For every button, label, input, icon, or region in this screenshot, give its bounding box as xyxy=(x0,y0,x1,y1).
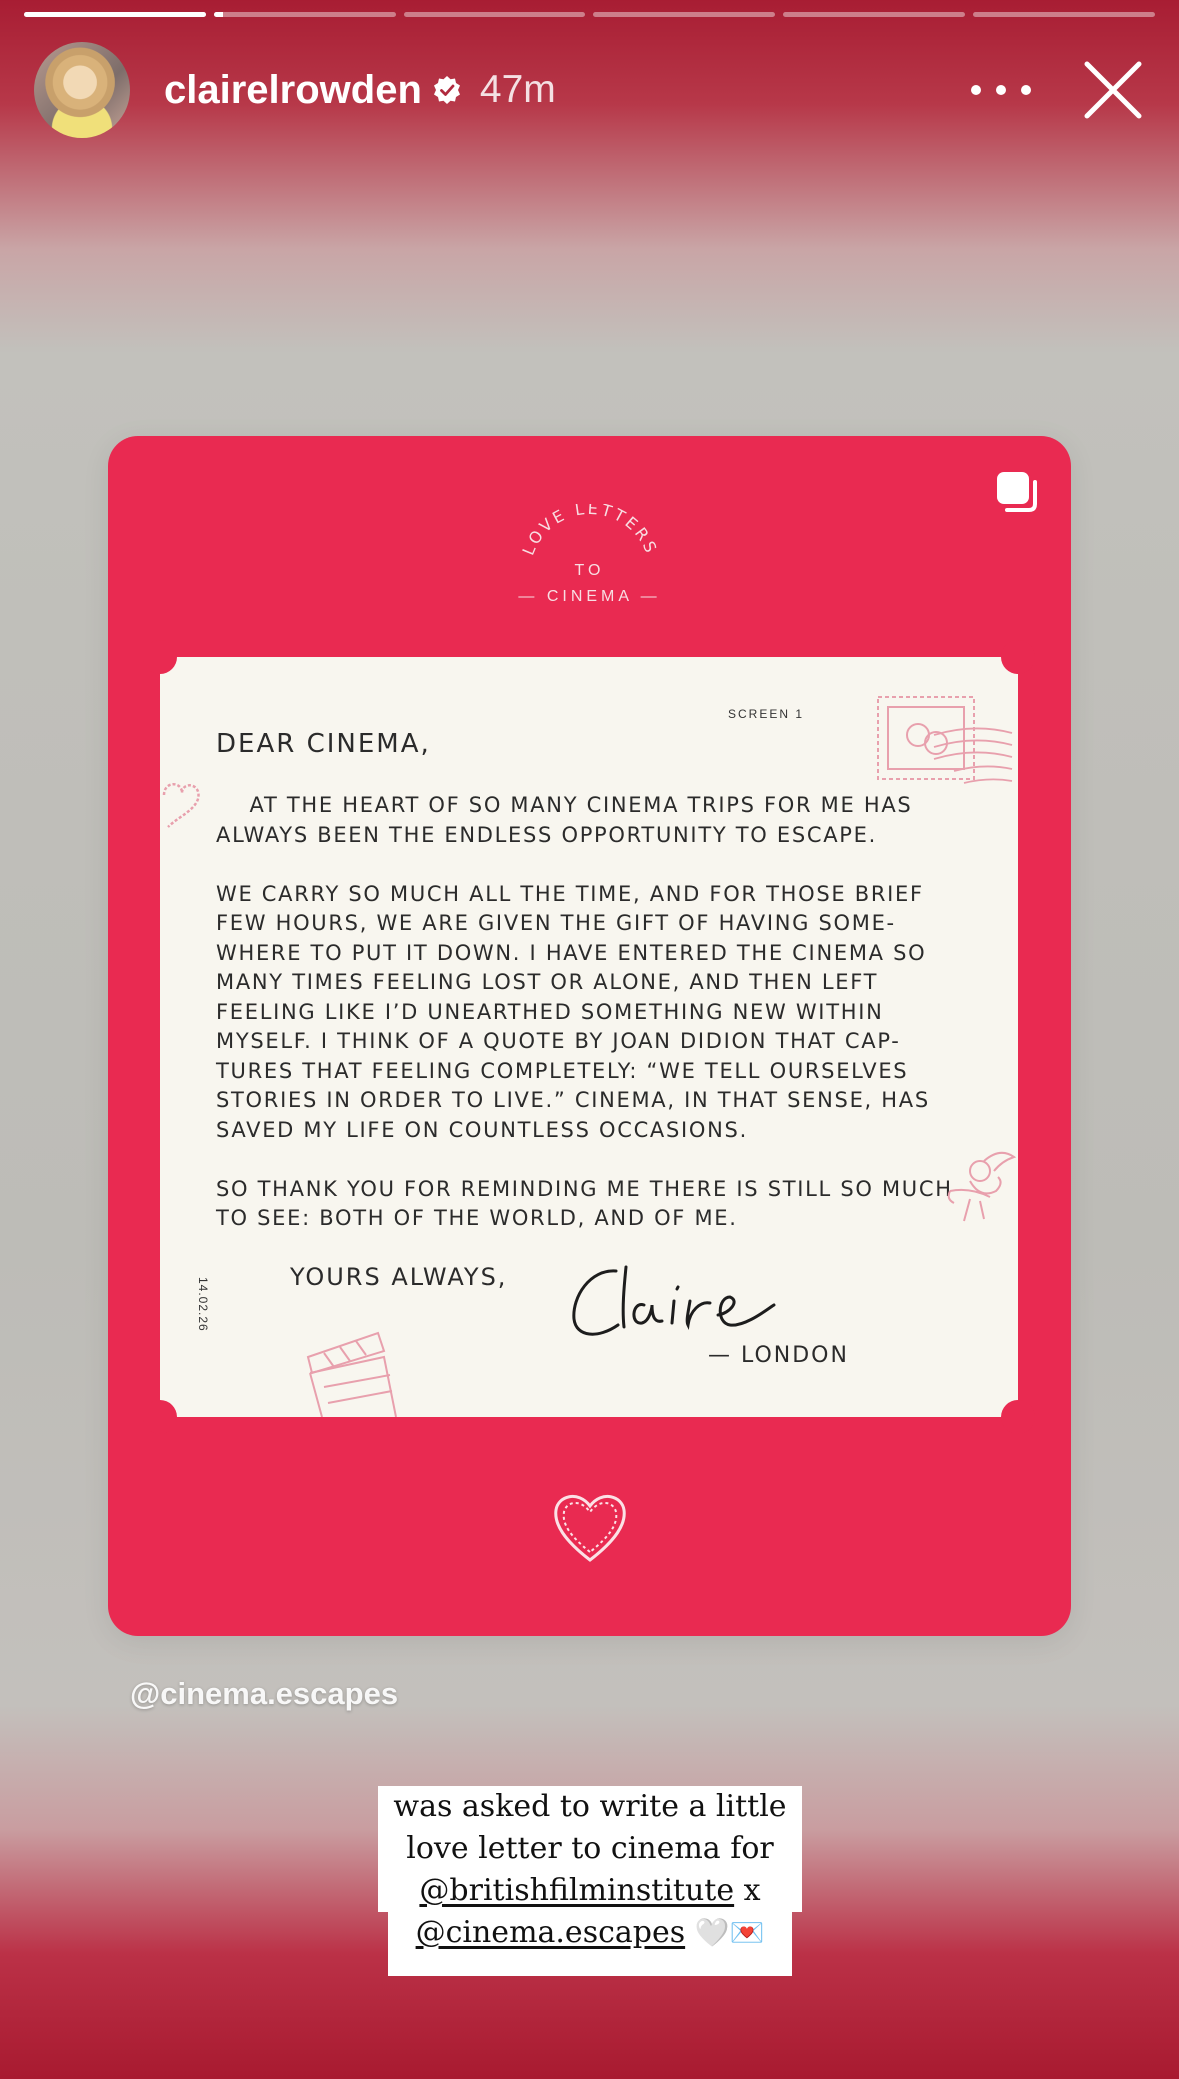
more-options-icon[interactable] xyxy=(971,70,1031,110)
logo-top-text: LOVE LETTERS xyxy=(518,504,661,558)
caption-line-3: @britishfilminstitute x xyxy=(419,1873,761,1908)
mention-link-cinema-escapes[interactable]: @cinema.escapes xyxy=(415,1915,686,1950)
progress-segment xyxy=(973,12,1155,17)
progress-segment xyxy=(24,12,206,17)
post-time: 47m xyxy=(479,68,556,111)
shared-post-card[interactable] xyxy=(108,436,1071,1636)
progress-segment xyxy=(783,12,965,17)
heart-letter-emoji: 🤍💌 xyxy=(694,1916,765,1949)
signature xyxy=(570,1257,830,1347)
mention-sticker[interactable]: @cinema.escapes xyxy=(130,1676,399,1711)
caption-line-2: love letter to cinema for xyxy=(406,1831,774,1866)
heart-icon xyxy=(550,1488,630,1564)
progress-segment xyxy=(593,12,775,17)
username[interactable]: clairelrowden xyxy=(164,67,422,112)
close-icon[interactable] xyxy=(1081,58,1145,122)
mention-link-bfi[interactable]: @britishfilminstitute xyxy=(419,1873,735,1908)
logo-to-text: TO xyxy=(574,562,605,579)
heart-outline-icon xyxy=(160,775,206,831)
caption-line-4 xyxy=(378,1912,802,1954)
verified-badge-icon xyxy=(432,75,462,105)
avatar[interactable] xyxy=(34,42,130,138)
screen-label: SCREEN 1 xyxy=(728,707,805,721)
cupid-icon xyxy=(940,1147,1018,1227)
letter-paragraph-1: AT THE HEART OF SO MANY CINEMA TRIPS FOR ME HAS ALWAYS BEEN THE ENDLESS OPPORTUNITY TO ESCAPE. xyxy=(216,793,913,847)
logo-cinema-text: — CINEMA — xyxy=(518,588,661,605)
letter-date: 14.02.26 xyxy=(196,1277,210,1332)
svg-text:LOVE LETTERS xyxy=(518,504,661,558)
letter-paragraph-3: SO THANK YOU FOR REMINDING ME THERE IS STILL SO MUCH TO SEE: BOTH OF THE WORLD, AND OF ME. xyxy=(216,1176,953,1230)
caption-line-1: was asked to write a little xyxy=(393,1789,787,1824)
caption-text-box xyxy=(378,1786,802,1954)
stamp-icon xyxy=(874,693,1014,803)
letter-paragraph-2: WE CARRY SO MUCH ALL THE TIME, AND FOR THOSE BRIEF FEW HOURS, WE ARE GIVEN THE GIFT OF HAVING SOME- WHERE TO PUT IT DOWN. I HAVE ENTERED THE CINEMA SO MANY TIMES FEELING LOST OR ALONE, AND THEN LEFT FEELING LIKE I’D UNEARTHED SOMETHING NEW WITHIN MYSELF. I THINK OF A QUOTE BY JOAN DIDION THAT CAP- TURES THAT FEELING COMPLETELY: “WE TELL OURSELVES STORIES IN ORDER TO LIVE.” CINEMA, IN THAT SENSE, HAS SAVED MY LIFE ON COUNTLESS OCCASIONS. xyxy=(216,881,930,1142)
letter-place: — LONDON xyxy=(708,1343,849,1368)
letter-closing: YOURS ALWAYS, xyxy=(290,1263,508,1291)
progress-segment xyxy=(404,12,586,17)
letter xyxy=(160,657,1018,1417)
letter-body xyxy=(216,791,956,1263)
progress-segment-active xyxy=(214,12,396,17)
story-progress-bar xyxy=(24,12,1155,17)
multiple-posts-icon xyxy=(993,468,1041,516)
story-header xyxy=(34,42,1145,138)
love-letters-logo xyxy=(490,504,690,614)
clapperboard-icon xyxy=(304,1327,408,1417)
letter-greeting: DEAR CINEMA, xyxy=(216,729,431,759)
